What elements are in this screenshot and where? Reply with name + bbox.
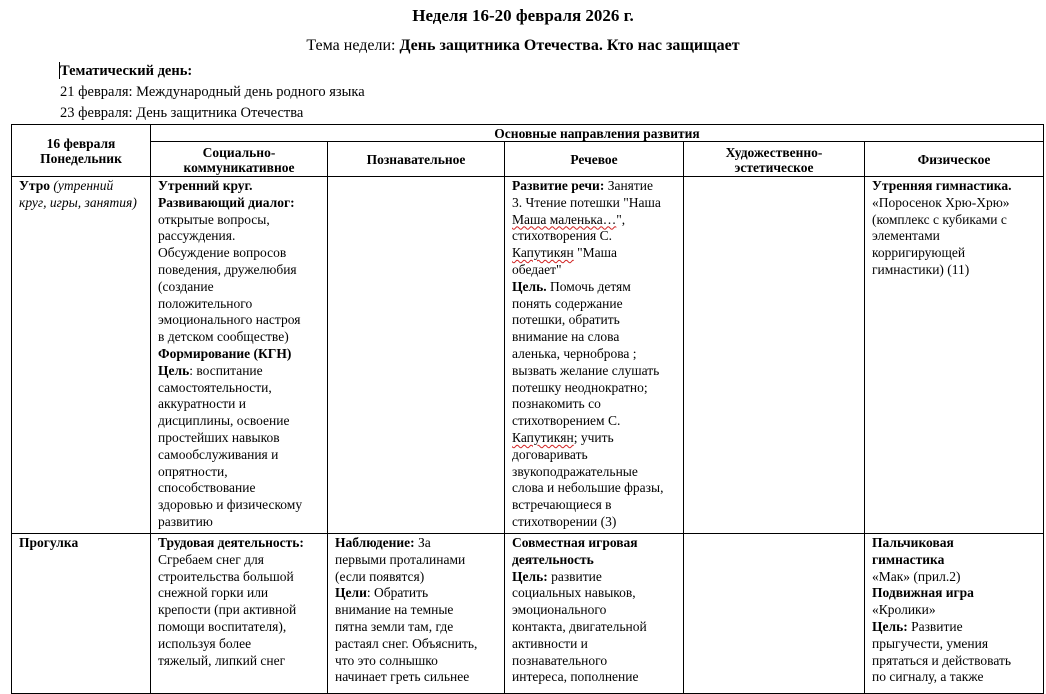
plain-text: контакта, двигательной bbox=[512, 618, 647, 634]
plain-text: : Обратить bbox=[366, 585, 429, 601]
cell-text-line bbox=[158, 178, 320, 195]
cell-text-line bbox=[872, 262, 1036, 279]
spellcheck-underlined-text: Капутикян bbox=[512, 429, 574, 445]
document-title: Неделя 16-20 февраля 2026 г. bbox=[412, 6, 634, 25]
thematic-day-label: Тематический день: bbox=[60, 63, 193, 79]
plain-text: стихотворении (3) bbox=[512, 513, 617, 529]
plain-text: звукоподражательные bbox=[512, 463, 638, 479]
table-row bbox=[12, 534, 1044, 694]
plain-text: эмоционального настроя bbox=[158, 312, 301, 328]
plan-table bbox=[11, 124, 1044, 694]
cell-text-line bbox=[158, 329, 320, 346]
plain-text: (создание bbox=[158, 278, 214, 294]
cell-text-line bbox=[512, 312, 676, 329]
table-cell bbox=[328, 534, 505, 694]
bold-text: Развивающий диалог: bbox=[158, 194, 295, 210]
plain-text: тяжелый, липкий снег bbox=[158, 652, 286, 668]
plain-text: пятна земли там, где bbox=[335, 618, 454, 634]
cell-text-line bbox=[872, 569, 1036, 586]
cell-text-line bbox=[872, 178, 1036, 195]
bold-text: Цель. bbox=[512, 278, 547, 294]
plain-text: «Поросенок Хрю-Хрю» bbox=[872, 194, 1010, 210]
plain-text: по сигналу, а также bbox=[872, 669, 984, 685]
cell-text-line bbox=[158, 346, 320, 363]
cell-text-line bbox=[158, 480, 320, 497]
plain-text: дисциплины, освоение bbox=[158, 413, 290, 429]
cell-text-line bbox=[512, 552, 676, 569]
cell-text-line bbox=[158, 396, 320, 413]
plain-text: интереса, пополнение bbox=[512, 669, 639, 685]
table-row bbox=[12, 177, 1044, 534]
plain-text: развитие bbox=[547, 568, 602, 584]
cell-text-line bbox=[512, 464, 676, 481]
bold-text: Цель: bbox=[512, 568, 548, 584]
cell-text-line bbox=[158, 228, 320, 245]
cell-text-line bbox=[512, 329, 676, 346]
week-theme-name: День защитника Отечества. Кто нас защищает bbox=[399, 37, 740, 54]
cell-text-line bbox=[512, 178, 676, 195]
cell-text-line bbox=[335, 535, 497, 552]
cell-text-line bbox=[872, 653, 1036, 670]
plain-text: первыми проталинами bbox=[335, 551, 466, 567]
cell-text-line bbox=[512, 380, 676, 397]
plain-text: «Кролики» bbox=[872, 602, 936, 618]
plain-text: потешку неоднократно; bbox=[512, 379, 648, 395]
bold-text: Наблюдение: bbox=[335, 535, 415, 550]
bold-text: Подвижная игра bbox=[872, 585, 974, 601]
plain-text: самостоятельности, bbox=[158, 379, 272, 395]
plain-text: начинает греть сильнее bbox=[335, 669, 470, 685]
plain-text: "Маша bbox=[573, 245, 618, 261]
plain-text: внимание на слова bbox=[512, 329, 620, 345]
plain-text: эмоционального bbox=[512, 602, 607, 618]
thematic-day-1: 21 февраля: Международный день родного языка bbox=[60, 84, 365, 100]
table-cell bbox=[505, 177, 684, 534]
plain-text: здоровью и физическому bbox=[158, 497, 303, 513]
bold-text: Цель bbox=[158, 362, 190, 378]
cell-text-line bbox=[512, 535, 676, 552]
bold-text: деятельность bbox=[512, 551, 594, 567]
plain-text: в детском сообществе) bbox=[158, 329, 289, 345]
cell-text-line bbox=[158, 464, 320, 481]
cell-text-line bbox=[512, 480, 676, 497]
plain-text: ", bbox=[616, 211, 626, 227]
plain-text: : воспитание bbox=[189, 362, 263, 378]
cell-text-line bbox=[512, 279, 676, 296]
cell-text-line bbox=[335, 653, 497, 670]
plain-text: прыгучести, умения bbox=[872, 635, 989, 651]
cell-text-line bbox=[872, 619, 1036, 636]
plain-text: (комплекс с кубиками с bbox=[872, 211, 1007, 227]
plain-text: За bbox=[414, 535, 431, 550]
table-cell bbox=[151, 177, 328, 534]
cell-text-line bbox=[872, 195, 1036, 212]
bold-text: Пальчиковая bbox=[872, 535, 954, 550]
cell-text-line bbox=[512, 636, 676, 653]
directions-header: Основные направления развития bbox=[151, 125, 1044, 142]
plain-text: активности и bbox=[512, 635, 588, 651]
plain-text: познавательного bbox=[512, 652, 608, 668]
cell-text-line bbox=[158, 296, 320, 313]
cell-text-line bbox=[335, 569, 497, 586]
plain-text: строительства большой bbox=[158, 568, 294, 584]
plain-text: открытые вопросы, bbox=[158, 211, 270, 227]
cell-text-line bbox=[872, 602, 1036, 619]
plain-text: поведения, дружелюбия bbox=[158, 261, 297, 277]
cell-text-line bbox=[158, 413, 320, 430]
plain-text: аккуратности и bbox=[158, 396, 246, 412]
plain-text: обедает" bbox=[512, 261, 562, 277]
plain-text: крепости (при активной bbox=[158, 602, 297, 618]
cell-text-line bbox=[512, 396, 676, 413]
bold-text: Формирование (КГН) bbox=[158, 345, 292, 361]
cell-text-line bbox=[158, 363, 320, 380]
cell-text-line bbox=[158, 535, 320, 552]
row-label-cell bbox=[12, 534, 151, 694]
cell-text-line bbox=[872, 636, 1036, 653]
plain-text: положительного bbox=[158, 295, 253, 311]
spellcheck-underlined-text: Маша маленька… bbox=[512, 211, 617, 227]
cell-text-line bbox=[158, 447, 320, 464]
cell-text-line bbox=[512, 195, 676, 212]
cell-text-line bbox=[335, 602, 497, 619]
cell-text-line bbox=[335, 585, 497, 602]
cell-text-line bbox=[335, 619, 497, 636]
bold-text: Утренний круг. bbox=[158, 178, 253, 193]
cell-text-line bbox=[512, 430, 676, 447]
cell-text-line bbox=[335, 552, 497, 569]
spellcheck-underlined-text: Капутикян bbox=[512, 245, 574, 261]
plain-text: Помочь детям bbox=[546, 278, 631, 294]
bold-text: Совместная игровая bbox=[512, 535, 638, 550]
row-label: Прогулка bbox=[19, 535, 79, 550]
plain-text: опрятности, bbox=[158, 463, 228, 479]
cell-text-line bbox=[512, 585, 676, 602]
plain-text: Обсуждение вопросов bbox=[158, 245, 287, 261]
cell-text-line bbox=[158, 619, 320, 636]
plain-text: вызвать желание слушать bbox=[512, 362, 660, 378]
plain-text: что это солнышко bbox=[335, 652, 438, 668]
bold-text: Развитие речи: bbox=[512, 178, 605, 193]
cell-text-line bbox=[158, 602, 320, 619]
cell-text-line bbox=[512, 497, 676, 514]
plain-text: прятаться и действовать bbox=[872, 652, 1012, 668]
cell-text-line bbox=[512, 363, 676, 380]
plain-text: Сгребаем снег для bbox=[158, 551, 264, 567]
column-header-physical: Физическое bbox=[865, 142, 1044, 177]
plain-text: развитию bbox=[158, 513, 213, 529]
week-theme-prefix: Тема недели: bbox=[306, 37, 400, 54]
thematic-day-2: 23 февраля: День защитника Отечества bbox=[60, 105, 304, 121]
plain-text: стихотворения С. bbox=[512, 228, 613, 244]
cell-text-line bbox=[872, 245, 1036, 262]
plain-text: снежной горки или bbox=[158, 585, 269, 601]
row-label-cell bbox=[12, 177, 151, 534]
cell-text-line bbox=[512, 413, 676, 430]
table-cell bbox=[505, 534, 684, 694]
cell-text-line bbox=[872, 669, 1036, 686]
cell-text-line bbox=[512, 619, 676, 636]
plain-text: потешки, обратить bbox=[512, 312, 620, 328]
cell-text-line bbox=[158, 262, 320, 279]
table-cell bbox=[865, 177, 1044, 534]
plain-text: понять содержание bbox=[512, 295, 623, 311]
bold-text: Утренняя гимнастика. bbox=[872, 178, 1012, 193]
cell-text-line bbox=[158, 245, 320, 262]
plain-text: помощи воспитателя), bbox=[158, 618, 287, 634]
cell-text-line bbox=[512, 569, 676, 586]
week-theme bbox=[0, 37, 1046, 55]
column-header-speech: Речевое bbox=[505, 142, 684, 177]
bold-text: Цель: bbox=[872, 618, 908, 634]
column-header-social: Социально-коммуникативное bbox=[151, 142, 328, 177]
cell-text-line bbox=[158, 312, 320, 329]
plain-text: способствование bbox=[158, 480, 256, 496]
cell-text-line bbox=[158, 653, 320, 670]
plain-text: гимнастики) (11) bbox=[872, 261, 970, 277]
cell-text-line bbox=[872, 212, 1036, 229]
plain-text: слова и небольшие фразы, bbox=[512, 480, 664, 496]
cell-text-line bbox=[335, 669, 497, 686]
plain-text: социальных навыков, bbox=[512, 585, 636, 601]
row-label-note: (утренний круг, игры, занятия) bbox=[19, 178, 137, 210]
bold-text: Трудовая деятельность: bbox=[158, 535, 304, 550]
plain-text: элементами bbox=[872, 228, 940, 244]
cell-text-line bbox=[158, 279, 320, 296]
plain-text: договаривать bbox=[512, 446, 588, 462]
cell-text-line bbox=[158, 636, 320, 653]
cell-text-line bbox=[335, 636, 497, 653]
plain-text: стихотворением С. bbox=[512, 413, 621, 429]
cell-text-line bbox=[512, 245, 676, 262]
plain-text: корригирующей bbox=[872, 245, 966, 261]
cell-text-line bbox=[158, 585, 320, 602]
cell-text-line bbox=[512, 653, 676, 670]
cell-text-line bbox=[158, 380, 320, 397]
plain-text: используя более bbox=[158, 635, 252, 651]
cell-text-line bbox=[512, 514, 676, 531]
table-cell bbox=[328, 177, 505, 534]
cell-text-line bbox=[512, 228, 676, 245]
plain-text: познакомить со bbox=[512, 396, 601, 412]
bold-text: Цели bbox=[335, 585, 367, 601]
cell-text-line bbox=[158, 552, 320, 569]
table-cell bbox=[865, 534, 1044, 694]
plain-text: самообслуживания и bbox=[158, 446, 279, 462]
plain-text: растаял снег. Объяснить, bbox=[335, 635, 478, 651]
cell-text-line bbox=[512, 296, 676, 313]
table-cell bbox=[684, 534, 865, 694]
plain-text: простейших навыков bbox=[158, 429, 280, 445]
column-header-art: Художественно-эстетическое bbox=[684, 142, 865, 177]
table-cell bbox=[684, 177, 865, 534]
plain-text: рассуждения. bbox=[158, 228, 236, 244]
plain-text: Занятие bbox=[604, 178, 654, 193]
plain-text: аленька, черноброва ; bbox=[512, 345, 637, 361]
plain-text: (если появятся) bbox=[335, 568, 425, 584]
cell-text-line bbox=[512, 346, 676, 363]
cell-text-line bbox=[872, 535, 1036, 552]
cell-text-line bbox=[872, 552, 1036, 569]
cell-text-line bbox=[158, 569, 320, 586]
cell-text-line bbox=[512, 602, 676, 619]
day-header: 16 февраля Понедельник bbox=[12, 125, 151, 177]
plain-text: ; учить bbox=[573, 429, 614, 445]
cell-text-line bbox=[872, 228, 1036, 245]
cell-text-line bbox=[872, 585, 1036, 602]
column-header-cognitive: Познавательное bbox=[328, 142, 505, 177]
cell-text-line bbox=[512, 262, 676, 279]
cell-text-line bbox=[512, 669, 676, 686]
cell-text-line bbox=[158, 514, 320, 531]
plain-text: встречающиеся в bbox=[512, 497, 612, 513]
cell-text-line bbox=[512, 212, 676, 229]
cell-text-line bbox=[158, 212, 320, 229]
plain-text: Развитие bbox=[907, 618, 963, 634]
cell-text-line bbox=[158, 430, 320, 447]
plain-text: «Мак» (прил.2) bbox=[872, 568, 961, 584]
plain-text: 3. Чтение потешки "Наша bbox=[512, 194, 661, 210]
bold-text: гимнастика bbox=[872, 551, 945, 567]
cell-text-line bbox=[158, 497, 320, 514]
cell-text-line bbox=[158, 195, 320, 212]
cell-text-line bbox=[512, 447, 676, 464]
plain-text: внимание на темные bbox=[335, 602, 454, 618]
row-label: Утро bbox=[19, 178, 50, 193]
table-cell bbox=[151, 534, 328, 694]
